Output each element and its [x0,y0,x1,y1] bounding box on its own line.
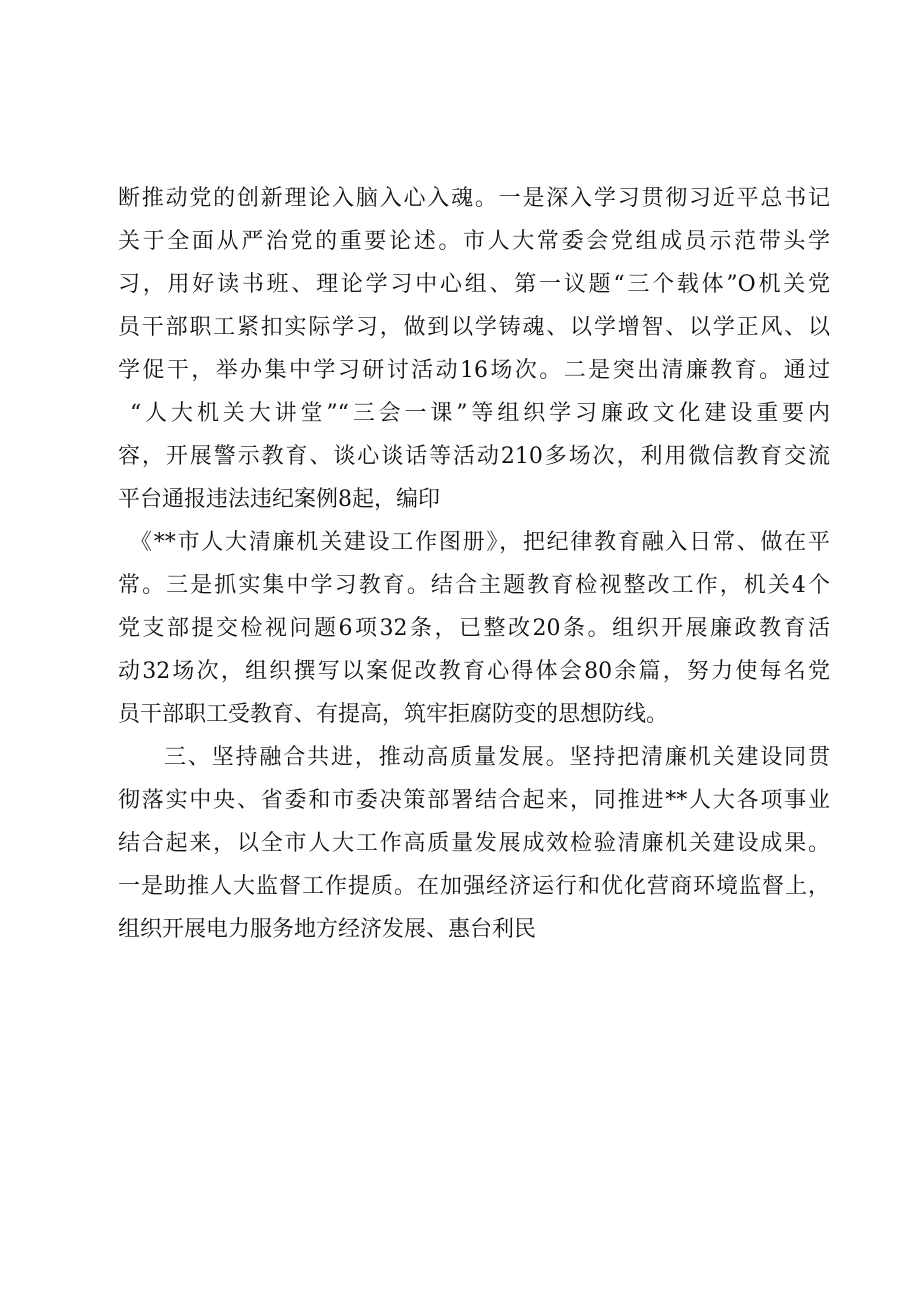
body-text-line: 一是助推人大监督工作提质。在加强经济运行和优化营商环境监督上， [118,874,830,899]
body-text-line: 常。三是抓实集中学习教育。结合主题教育检视整改工作，机关4个 [118,573,830,598]
body-text-line: 《**市人大清廉机关建设工作图册》，把纪律教育融入日常、做在平 [130,530,830,555]
body-text-line: 断推动党的创新理论入脑入心入魂。一是深入学习贯彻习近平总书记 [118,186,830,211]
body-text-line: 党支部提交检视问题6项32条，已整改20条。组织开展廉政教育活 [118,616,830,641]
body-text-line: “人大机关大讲堂”“三会一课”等组织学习廉政文化建设重要内 [130,401,830,426]
body-text-line: 员干部职工受教育、有提高，筑牢拒腐防变的思想防线。 [118,702,669,727]
body-text-line: 习，用好读书班、理论学习中心组、第一议题“三个载体”O机关党 [118,272,830,297]
body-text-line: 容，开展警示教育、谈心谈话等活动210多场次，利用微信教育交流 [118,444,830,469]
body-text-line: 彻落实中央、省委和市委决策部署结合起来，同推进**人大各项事业 [118,788,830,813]
body-text-line: 组织开展电力服务地方经济发展、惠台利民 [118,917,537,942]
body-text-line: 结合起来，以全市人大工作高质量发展成效检验清廉机关建设成果。 [118,831,830,856]
body-text-line: 动32场次，组织撰写以案促改教育心得体会80余篇，努力使每名党 [118,659,830,684]
section-heading-line: 三、坚持融合共进，推动高质量发展。坚持把清廉机关建设同贯 [164,745,830,770]
body-text-line: 员干部职工紧扣实际学习，做到以学铸魂、以学增智、以学正风、以 [118,315,830,340]
body-text-line: 学促干，举办集中学习研讨活动16场次。二是突出清廉教育。通过 [118,358,830,383]
body-text-line: 关于全面从严治党的重要论述。市人大常委会党组成员示范带头学 [118,229,830,254]
body-text-line: 平台通报违法违纪案例8起，编印 [118,487,440,512]
